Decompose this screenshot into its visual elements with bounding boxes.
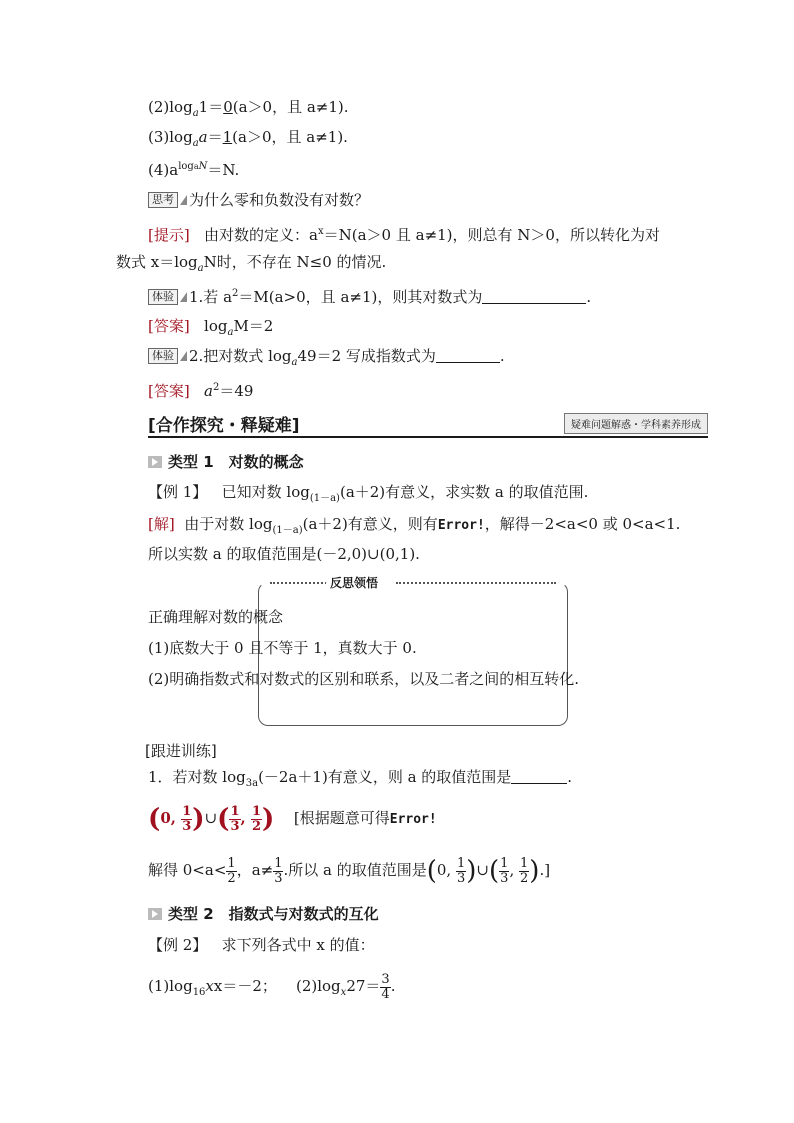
follow-up-answer: (0, $\frac{1}{3}$ )∪( $\frac{1}{3}$ , $\frac{1}{2}$ ) [根据题意可得Error!: [148, 803, 437, 834]
type-2-heading: 类型 2 指数式与对数式的互化: [148, 903, 379, 925]
answer-tag: [答案]: [148, 317, 190, 335]
example-1: 【例 1】 已知对数 $\log_{(1-a)}(a+2)$有意义，求实数 a 的取值范围.: [148, 483, 589, 504]
follow-up-heading: [跟进训练]: [145, 742, 217, 760]
property-3: $(3)\log_aa=1(a>0$，且 a≠1).: [148, 128, 348, 149]
example-1-conclusion: 所以实数 a 的取值范围是(－2,0)∪(0,1).: [148, 545, 420, 563]
experience-2: 体验 2.把对数式 $\log_a49=2$ 写成指数式为 .: [148, 345, 505, 374]
think-hint: [提示] 由对数的定义：$a^x=N(a>0$ 且 a≠1)，则总有 N＞0，所以转化为对: [148, 226, 660, 244]
solution-tag: [解]: [148, 515, 175, 533]
reflection-item-2: (2)明确指数式和对数式的区别和联系，以及二者之间的相互转化.: [148, 670, 580, 688]
example-2-questions: $(1)\log_{16}xx=-2$； $(2)\log_x27=$ $\frac{3}{4}$ .: [148, 971, 396, 1002]
think-tag: 思考: [148, 192, 178, 208]
answer-interval: (0, $\frac{1}{3}$ )∪( $\frac{1}{3}$ , $\frac{1}{2}$ ): [148, 803, 275, 834]
corner-icon: [180, 292, 187, 302]
property-2: $(2)\log_a1=0(a>0$，且 a≠1).: [148, 98, 349, 119]
follow-up-solution: 解得 0<a< $\frac{1}{2}$ ，a≠ $\frac{1}{3}$ .所以 a 的取值范围是(0, $\frac{1}{3}$ )∪( $\frac{1}{3}$ , $\frac{1}{2}$ ).]: [148, 855, 551, 886]
play-icon: [148, 456, 162, 468]
experience-tag: 体验: [148, 348, 178, 364]
section-heading: [148, 410, 708, 438]
example-tag: 【例 1】: [148, 483, 208, 501]
answer-blank: [436, 348, 500, 363]
reflection-item-1: (1)底数大于 0 且不等于 1，真数大于 0.: [148, 639, 417, 657]
corner-icon: [180, 351, 187, 361]
hint-tag: [提示]: [148, 226, 190, 244]
experience-1-answer: [答案] $\log_aM=2$: [148, 317, 274, 338]
think-question: 思考 为什么零和负数没有对数？: [148, 189, 369, 211]
experience-tag: 体验: [148, 289, 178, 305]
answer-blank: [482, 289, 586, 304]
answer-tag: [答案]: [148, 382, 190, 400]
experience-2-answer: [答案] $a^2=49$: [148, 382, 254, 400]
type-1-heading: 类型 1 对数的概念: [148, 451, 304, 473]
follow-up-question: 1．若对数 $\log_{3a}(-2a+1)$有意义，则 a 的取值范围是 .: [148, 768, 573, 789]
section-title: [合作探究・释疑难]: [148, 416, 300, 436]
example-2: 【例 2】 求下列各式中 x 的值：: [148, 936, 375, 954]
experience-1: 体验 1.若 $a^2=M(a>0$，且 a≠1)，则其对数式为 .: [148, 283, 591, 308]
example-1-solution: [解] 由于对数 $\log_{(1-a)}(a+2)$有意义，则有Error!，解得－2<a<0 或 0<a<1.: [148, 515, 681, 536]
corner-icon: [180, 195, 187, 205]
reflection-label: 反思领悟: [326, 574, 382, 591]
think-hint-cont: 数式 $x=\log_aN$时，不存在 N≤0 的情况.: [116, 253, 387, 274]
play-icon: [148, 908, 162, 920]
section-subtitle: 疑难问题解惑・学科素养形成: [564, 413, 708, 434]
answer-blank: [511, 769, 567, 784]
example-tag: 【例 2】: [148, 936, 208, 954]
property-4: $(4)a^{logaN}=N$.: [148, 161, 240, 179]
reflection-box-top: [258, 582, 568, 592]
reflection-title: 正确理解对数的概念: [148, 608, 284, 626]
